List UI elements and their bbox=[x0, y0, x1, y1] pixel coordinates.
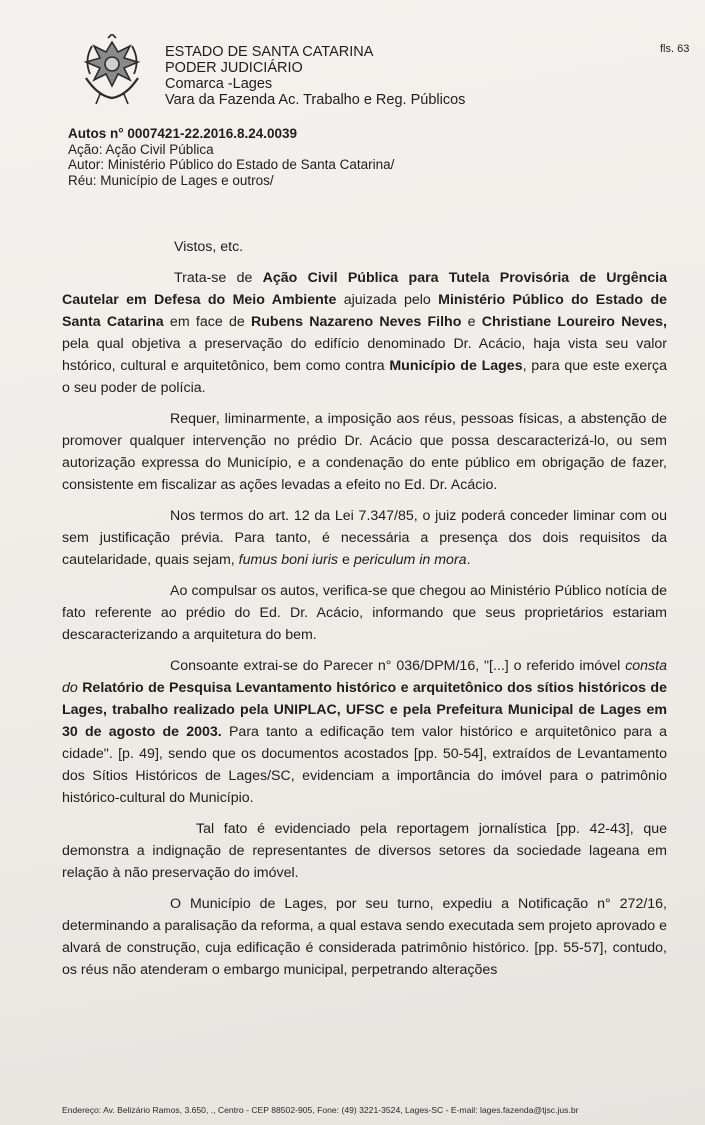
vistos-line: Vistos, etc. bbox=[174, 239, 244, 255]
court-header bbox=[165, 44, 465, 108]
paragraph-6: Tal fato é evidenciado pela reportagem jornalística [pp. 42-43], que demonstra a indignação de representantes de diversos setores da sociedade lageana em relação à não preservação do imóvel. bbox=[62, 821, 667, 881]
paragraph-5: Consoante extrai-se do Parecer n° 036/DPM/16, "[...] o referido imóvel consta do Relatório de Pesquisa Levantamento histórico e arquitetônico dos sítios históricos de Lages, trabalho realizado pela UNIPLAC, UFSC e pela Prefeitura Municipal de Lages em 30 de agosto de 2003. Para tanto a edificação tem valor histórico e arquitetônico para a cidade". [p. 49], sendo que os documentos acostados [pp. 50-54], extraídos de Levantamento dos Sítios Históricos de Lages/SC, evidenciam a importância do imóvel para o patrimônio histórico-cultural do Município. bbox=[62, 658, 667, 806]
decision-body bbox=[62, 236, 667, 990]
case-plaintiff: Autor: Ministério Público do Estado de Santa Catarina/ bbox=[68, 157, 395, 172]
page-number: fls. 63 bbox=[660, 43, 690, 55]
case-info bbox=[68, 126, 394, 188]
header-state: ESTADO DE SANTA CATARINA bbox=[165, 44, 374, 60]
paragraph-2: Requer, liminarmente, a imposição aos réus, pessoas físicas, a abstenção de promover qualquer intervenção no prédio Dr. Acácio que possa descaracterizá-lo, ou sem autorização expressa do Município, e a condenação do ente público em obrigação de fazer, consistente em fiscalizar as ações levadas a efeito no Ed. Dr. Acácio. bbox=[62, 411, 667, 493]
paragraph-4: Ao compulsar os autos, verifica-se que chegou ao Ministério Público notícia de fato referente ao prédio do Ed. Dr. Acácio, informando que seus proprietários estariam descaracterizando a arquitetura do bem. bbox=[62, 583, 667, 643]
paragraph-3: Nos termos do art. 12 da Lei 7.347/85, o juiz poderá conceder liminar com ou sem justificação prévia. Para tanto, é necessária a presença dos dois requisitos da cautelaridade, quais sejam, fumus boni iuris e periculum in mora. bbox=[62, 508, 667, 568]
header-court: Vara da Fazenda Ac. Trabalho e Reg. Públicos bbox=[165, 92, 466, 108]
coat-of-arms-icon bbox=[78, 34, 146, 106]
case-action: Ação: Ação Civil Pública bbox=[68, 141, 214, 157]
case-number: Autos n° 0007421-22.2016.8.24.0039 bbox=[68, 126, 298, 141]
footer-address: Endereço: Av. Belizário Ramos, 3.650, ., Centro - CEP 88502-905, Fone: (49) 3221-3524, Lages-SC - E-mail: lages.fazenda@tjsc.jus.br bbox=[62, 1105, 579, 1115]
paragraph-7: O Município de Lages, por seu turno, expediu a Notificação n° 272/16, determinando a paralisação da reforma, a qual estava sendo executada sem projeto aprovado e alvará de construção, cuja edificação é considerada patrimônio histórico. [pp. 55-57], contudo, os réus não atenderam o embargo municipal, perpetrando alterações bbox=[62, 896, 667, 978]
header-judiciary: PODER JUDICIÁRIO bbox=[165, 60, 303, 76]
paragraph-1: Trata-se de Ação Civil Pública para Tutela Provisória de Urgência Cautelar em Defesa do Meio Ambiente ajuizada pelo Ministério Público do Estado de Santa Catarina em face de Rubens Nazareno Neves Filho e Christiane Loureiro Neves, pela qual objetiva a preservação do edifício denominado Dr. Acácio, haja vista seu valor hstórico, cultural e arquitetônico, bem como contra Município de Lages, para que este exerça o seu poder de polícia. bbox=[62, 270, 668, 396]
case-defendant: Réu: Município de Lages e outros/ bbox=[68, 172, 274, 188]
header-district: Comarca -Lages bbox=[165, 76, 273, 92]
